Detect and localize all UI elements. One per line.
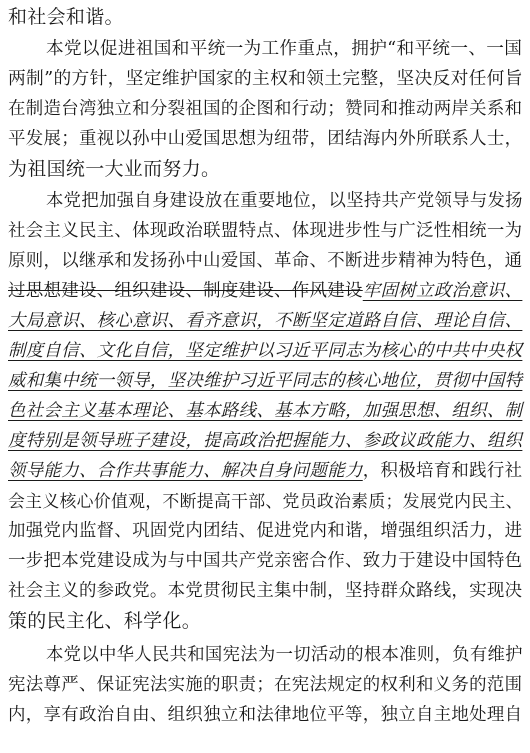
text-line: 两制”的方针，坚定维护国家的主权和领土完整，坚决反对任何旨 (8, 69, 523, 89)
text-line: 宪法尊严、保证宪法实施的职责；在宪法规定的权利和义务的范围 (8, 675, 523, 695)
text-line (8, 276, 522, 306)
amended-text: 大局意识、核心意识、看齐意识，不断坚定道路自信、理论自信、 (8, 311, 523, 331)
amended-text: 牢固树立政治意识、 (362, 281, 523, 301)
text-line: 领导能力、合作共事能力、解决自身问题能力，积极培育和践行社 (8, 461, 523, 481)
text-line: 为祖国统一大业而努力。 (8, 158, 221, 180)
text-line (8, 336, 522, 366)
amended-text: 色社会主义基本理论、基本路线、基本方略，加强思想、组织、制 (8, 401, 523, 421)
amended-text: 领导能力、合作共事能力、解决自身问题能力 (8, 461, 363, 481)
text-line: 平发展；重视以孙中山爱国思想为纽带，团结海内外所联系人士， (8, 129, 523, 149)
deleted-text: 过思想建设、组织建设、制度建设、作风建设 (8, 281, 363, 301)
text-line: 本党以促进祖国和平统一为工作重点，拥护“和平统一、一国 (46, 39, 523, 59)
text-line: 加强党内监督、巩固党内团结、促进党内和谐，增强组织活力，进 (8, 521, 523, 541)
text-line: 一步把本党建设成为与中国共产党亲密合作、致力于建设中国特色 (8, 551, 523, 571)
text-line: 原则，以继承和发扬孙中山爱国、革命、不断进步精神为特色，通 (8, 251, 523, 271)
text-line: 在制造台湾独立和分裂祖国的企图和行动；赞同和推动两岸关系和 (8, 99, 523, 119)
text-line: 内，享有政治自由、组织独立和法律地位平等，独立自主地处理自 (8, 705, 523, 725)
text-line: 本党把加强自身建设放在重要地位，以坚持共产党领导与发扬 (46, 191, 523, 211)
text-line: 会主义核心价值观，不断提高干部、党员政治素质；发展党内民主、 (8, 491, 523, 511)
text-line: 社会主义的参政党。本党贯彻民主集中制，坚持群众路线，实现决 (8, 581, 523, 601)
text-line (8, 426, 522, 456)
amended-text: 威和集中统一领导，坚决维护习近平同志的核心地位，贯彻中国特 (8, 371, 523, 391)
text-line: 本党以中华人民共和国宪法为一切活动的根本准则，负有维护 (46, 645, 523, 665)
text-line: 策的民主化、科学化。 (8, 610, 202, 632)
amended-text: 制度自信、文化自信，坚定维护以习近平同志为核心的中共中央权 (8, 341, 523, 361)
text-line (8, 396, 522, 426)
text-line: 和社会和谐。 (8, 6, 124, 28)
amended-text: 度特别是领导班子建设，提高政治把握能力、参政议政能力、组织 (8, 431, 523, 451)
text-line: 社会主义民主、体现政治联盟特点、体现进步性与广泛性相统一为 (8, 221, 523, 241)
text-line (8, 366, 522, 396)
text-line (8, 306, 522, 336)
